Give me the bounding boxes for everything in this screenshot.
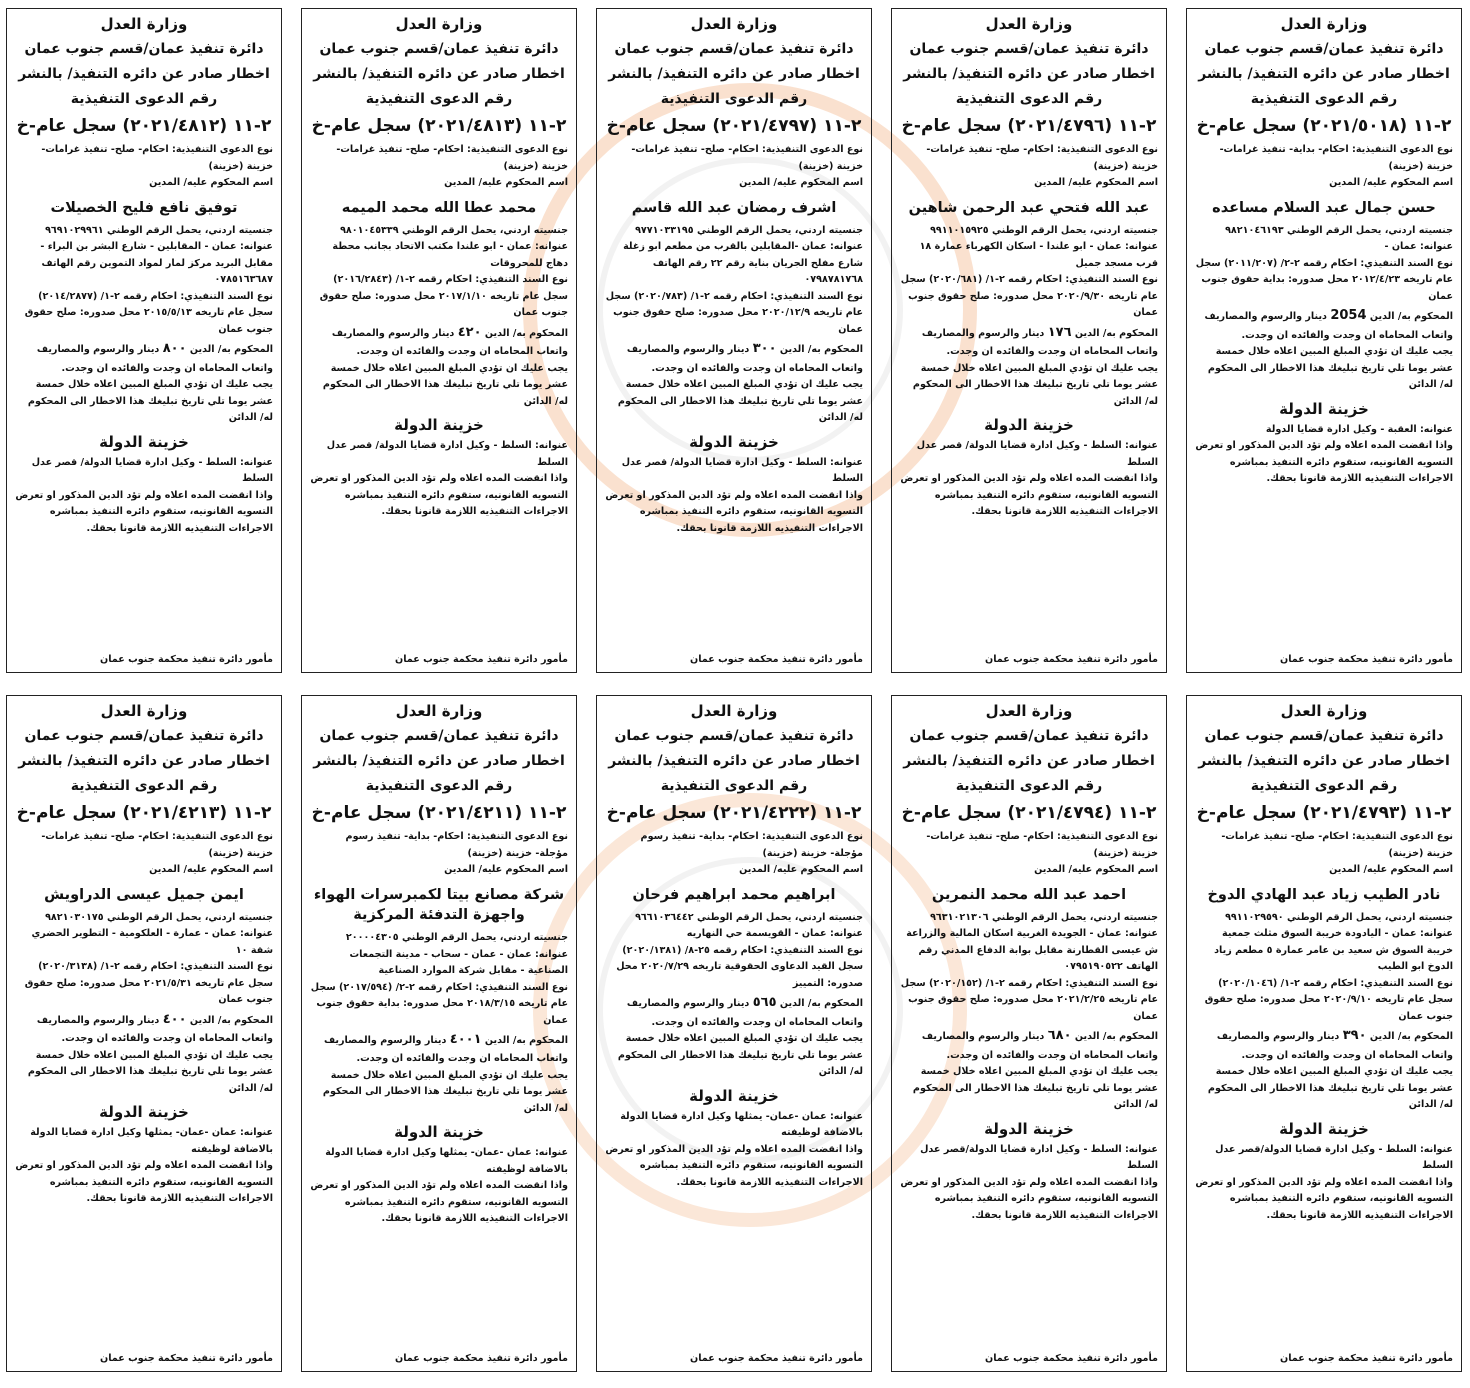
case-label: رقم الدعوى التنفيذية — [70, 91, 218, 107]
case-number: ٢-١١ (٢٠٢١/٤٢١١) سجل عام-خ — [311, 803, 567, 823]
defendant-label: اسم المحكوم عليه/ المدين — [1034, 864, 1158, 875]
nationality-id: جنسيته اردني، يحمل الرقم الوطني ٩٨٢١٠٤٦١٩٣ — [1225, 224, 1453, 236]
executive-deed: نوع السند التنفيذي: احكام رقمه ٢-١/ (٢٠٢٠/١٠٤٦) سجل عام تاريخه ٢٠٢٠/٩/١٠ محل صدوره: صلح حقوق جنوب عمان — [1204, 977, 1453, 1022]
judged-amount — [310, 1029, 568, 1068]
payment-instruction: يجب عليك ان تؤدي المبلغ المبين اعلاه خلال خمسة عشر يوما تلي تاريخ تبليغك هذا الاخطار الى المحكوم له/ الدائن — [1207, 1066, 1453, 1111]
warning-text: واذا انقضت المده اعلاه ولم تؤد الدين المذكور او تعرض التسويه القانونيه، ستقوم دائره التنفيذ بمباشره الاجراءات التنفيذيه اللازمة قانونا بحقك. — [900, 473, 1158, 518]
case-type: نوع الدعوى التنفيذية: احكام- صلح- تنفيذ غرامات- خزينة (خزينة) — [631, 144, 863, 172]
case-label: رقم الدعوى التنفيذية — [660, 91, 808, 107]
payment-instruction: يجب عليك ان تؤدي المبلغ المبين اعلاه خلال خمسة عشر يوما تلي تاريخ تبليغك هذا الاخطار الى المحكوم له/ الدائن — [27, 379, 273, 424]
defendant-name: ابراهيم محمد ابراهيم فرحان — [632, 886, 836, 903]
department-heading: دائرة تنفيذ عمان/قسم جنوب عمان — [1204, 41, 1444, 57]
case-label: رقم الدعوى التنفيذية — [1250, 91, 1398, 107]
officer-signature: مأمور دائرة تنفيذ محكمة جنوب عمان — [100, 1352, 273, 1364]
judged-prefix: المحكوم به/ الدين — [1074, 327, 1158, 339]
debt-amount: ٣٠٠ — [752, 341, 777, 357]
judged-amount — [1195, 305, 1453, 344]
ministry-heading: وزارة العدل — [690, 15, 778, 33]
nationality-id: جنسيته اردني، يحمل الرقم الوطني ٩٧٧١٠٣٣١٩٥ — [635, 224, 863, 236]
case-type: نوع الدعوى التنفيذية: احكام- صلح- تنفيذ غرامات- خزينة (خزينة) — [926, 831, 1158, 859]
court-notice — [1186, 8, 1462, 673]
judged-suffix: دينار والرسوم والمصاريف واتعاب المحاماه ان وجدت والفائده ان وجدت. — [36, 1014, 273, 1045]
address: عنوانه: عمان - المقابلين - شارع البشر بن البراء - مقابل البريد مركز لمار لمواد التموين رقم الهاتف ٠٧٨٥١٦٣٦٨٧ — [40, 241, 273, 286]
notice-title: اخطار صادر عن دائره التنفيذ/ بالنشر — [1198, 66, 1450, 82]
court-notice — [301, 8, 577, 673]
judged-amount — [900, 322, 1158, 361]
notice-title: اخطار صادر عن دائره التنفيذ/ بالنشر — [608, 66, 860, 82]
case-type: نوع الدعوى التنفيذية: احكام- بداية- تنفيذ غرامات- خزينة (خزينة) — [1219, 144, 1453, 172]
court-notice — [891, 8, 1167, 673]
nationality-id: جنسيته اردني، يحمل الرقم الوطني ٩٨٢١٠٣٠١٧٥ — [45, 911, 273, 923]
defendant-name: ايمن جميل عيسى الدراويش — [44, 886, 244, 903]
defendant-name: محمد عطا الله محمد الميمه — [341, 199, 537, 216]
creditor-name: خزينة الدولة — [1279, 1119, 1369, 1138]
defendant-label: اسم المحكوم عليه/ المدين — [149, 864, 273, 875]
officer-signature: مأمور دائرة تنفيذ محكمة جنوب عمان — [100, 653, 273, 665]
debt-amount: 2054 — [1330, 308, 1367, 324]
court-notice — [6, 695, 282, 1372]
debt-amount: ٤٠٠١ — [449, 1032, 482, 1048]
court-notice — [1186, 695, 1462, 1372]
case-label: رقم الدعوى التنفيذية — [955, 778, 1103, 794]
case-type: نوع الدعوى التنفيذية: احكام- بداية- تنفيذ رسوم مؤجلة- خزينة (خزينة) — [345, 831, 568, 859]
case-type: نوع الدعوى التنفيذية: احكام- صلح- تنفيذ غرامات- خزينة (خزينة) — [41, 831, 273, 859]
department-heading: دائرة تنفيذ عمان/قسم جنوب عمان — [909, 728, 1149, 744]
case-number: ٢-١١ (٢٠٢١/٤٧٩٧) سجل عام-خ — [606, 116, 862, 136]
notice-title: اخطار صادر عن دائره التنفيذ/ بالنشر — [18, 66, 270, 82]
warning-text: واذا انقضت المده اعلاه ولم تؤد الدين المذكور او تعرض التسويه القانونيه، ستقوم دائره التنفيذ بمباشره الاجراءات التنفيذيه اللازمة قانونا بحقك. — [310, 473, 568, 518]
creditor-name: خزينة الدولة — [984, 416, 1074, 435]
executive-deed: نوع السند التنفيذي: احكام رقمه ٢-١/ (٢٠٢٠/١٥٢) سجل عام تاريخه ٢٠٢١/٢/٢٥ محل صدوره: صلح حقوق جنوب عمان — [900, 977, 1158, 1022]
defendant-label: اسم المحكوم عليه/ المدين — [1329, 177, 1453, 188]
court-notice — [596, 8, 872, 673]
notice-title: اخطار صادر عن دائره التنفيذ/ بالنشر — [18, 753, 270, 769]
debt-amount: ٨٠٠ — [162, 341, 187, 357]
defendant-label: اسم المحكوم عليه/ المدين — [444, 864, 568, 875]
officer-signature: مأمور دائرة تنفيذ محكمة جنوب عمان — [395, 1352, 568, 1364]
department-heading: دائرة تنفيذ عمان/قسم جنوب عمان — [24, 41, 264, 57]
address: عنوانه: عمان - الجويدة الغربية اسكان المالية والزراعة ش عيسى القطارنة مقابل بوابة الدفاع المدني رقم الهاتف ٠٧٩٥١٩٠٥٢٢ — [906, 928, 1158, 973]
payment-instruction: يجب عليك ان تؤدي المبلغ المبين اعلاه خلال خمسة عشر يوما تلي تاريخ تبليغك هذا الاخطار الى المحكوم له/ الدائن — [617, 379, 863, 424]
judged-amount — [1195, 1025, 1453, 1064]
judged-suffix: دينار والرسوم والمصاريف واتعاب المحاماه ان وجدت والفائده ان وجدت. — [331, 327, 568, 358]
creditor-address: عنوانه: السلط - وكيل ادارة قضايا الدولة/ قصر عدل السلط — [31, 456, 273, 485]
judged-suffix: دينار والرسوم والمصاريف واتعاب المحاماه ان وجدت والفائده ان وجدت. — [626, 344, 863, 374]
notice-title: اخطار صادر عن دائره التنفيذ/ بالنشر — [313, 66, 565, 82]
judged-prefix: المحكوم به/ الدين — [1369, 311, 1453, 323]
judged-suffix: دينار والرسوم والمصاريف واتعاب المحاماه ان وجدت والفائده ان وجدت. — [323, 1035, 568, 1065]
case-number: ٢-١١ (٢٠٢١/٤٨١٢) سجل عام-خ — [16, 116, 272, 136]
creditor-name: خزينة الدولة — [984, 1119, 1074, 1138]
payment-instruction: يجب عليك ان تؤدي المبلغ المبين اعلاه خلال خمسة عشر يوما تلي تاريخ تبليغك هذا الاخطار الى المحكوم له/ الدائن — [1207, 346, 1453, 391]
officer-signature: مأمور دائرة تنفيذ محكمة جنوب عمان — [690, 1352, 863, 1364]
payment-instruction: يجب عليك ان تؤدي المبلغ المبين اعلاه خلال خمسة عشر يوما تلي تاريخ تبليغك هذا الاخطار الى المحكوم له/ الدائن — [322, 362, 568, 407]
nationality-id: جنسيته اردني، يحمل الرقم الوطني ٩٦٩١٠٢٩٩٦١ — [45, 224, 273, 236]
nationality-id: جنسيته اردني، يحمل الرقم الوطني ٢٠٠٠٠٤٣٠٥ — [345, 932, 568, 944]
warning-text: واذا انقضت المده اعلاه ولم تؤد الدين المذكور او تعرض التسويه القانونيه، ستقوم دائره التنفيذ بمباشره الاجراءات التنفيذيه اللازمة قانونا بحقك. — [310, 1180, 568, 1225]
address: عنوانه: عمان - القويسمة حي النهاريه — [686, 928, 863, 940]
case-type: نوع الدعوى التنفيذية: احكام- صلح- تنفيذ غرامات- خزينة (خزينة) — [1221, 831, 1453, 859]
case-number: ٢-١١ (٢٠٢١/٤٧٩٤) سجل عام-خ — [901, 803, 1157, 823]
case-label: رقم الدعوى التنفيذية — [70, 778, 218, 794]
case-label: رقم الدعوى التنفيذية — [660, 778, 808, 794]
case-number: ٢-١١ (٢٠٢١/٤٢٢٢) سجل عام-خ — [606, 803, 862, 823]
payment-instruction: يجب عليك ان تؤدي المبلغ المبين اعلاه خلال خمسة عشر يوما تلي تاريخ تبليغك هذا الاخطار الى المحكوم له/ الدائن — [912, 362, 1158, 407]
case-type: نوع الدعوى التنفيذية: احكام- صلح- تنفيذ غرامات- خزينة (خزينة) — [41, 144, 273, 172]
nationality-id: جنسيته اردني، يحمل الرقم الوطني ٩٦٦١٠٣٦٤٤٢ — [635, 911, 863, 923]
ministry-heading: وزارة العدل — [985, 15, 1073, 33]
judged-amount — [900, 1025, 1158, 1064]
notice-title: اخطار صادر عن دائره التنفيذ/ بالنشر — [313, 753, 565, 769]
defendant-name: نادر الطيب زياد عبد الهادي الدوخ — [1207, 886, 1441, 903]
officer-signature: مأمور دائرة تنفيذ محكمة جنوب عمان — [985, 653, 1158, 665]
defendant-name: حسن جمال عبد السلام مساعده — [1212, 199, 1436, 216]
creditor-name: خزينة الدولة — [1279, 399, 1369, 418]
creditor-address: عنوانه: السلط - وكيل ادارة قضايا الدولة/ قصر عدل السلط — [621, 456, 863, 485]
nationality-id: جنسيته اردني، يحمل الرقم الوطني ٩٨٠١٠٤٥٣٣٩ — [340, 224, 568, 236]
creditor-name: خزينة الدولة — [689, 1086, 779, 1105]
creditor-address: عنوانه: السلط - وكيل ادارة قضايا الدولة/قصر عدل السلط — [920, 1143, 1158, 1172]
judged-amount — [605, 338, 863, 377]
nationality-id: جنسيته اردني، يحمل الرقم الوطني ٩٩١١٠١٥٩٢٥ — [930, 224, 1158, 236]
executive-deed: نوع السند التنفيذي: احكام رقمه ٢٥-٨/ (٢٠٢٠/١٣٨١) سجل القيد الدعاوى الحقوقية تاريخه ٢٠٢٠/٧/٢٩ محل صدوره: التمييز — [616, 944, 863, 989]
defendant-label: اسم المحكوم عليه/ المدين — [1329, 864, 1453, 875]
notice-title: اخطار صادر عن دائره التنفيذ/ بالنشر — [903, 66, 1155, 82]
creditor-address: عنوانه: عمان -عمان- يمثلها وكيل ادارة قضايا الدولة بالاضافة لوظيفته — [620, 1110, 863, 1139]
creditor-address: عنوانه: عمان -عمان- يمثلها وكيل ادارة قضايا الدولة بالاضافة لوظيفته — [325, 1147, 568, 1175]
case-number: ٢-١١ (٢٠٢١/٤٨١٣) سجل عام-خ — [311, 116, 567, 136]
judged-prefix: المحكوم به/ الدين — [189, 1014, 273, 1026]
creditor-address: عنوانه: السلط - وكيل ادارة قضايا الدولة/ قصر عدل السلط — [916, 440, 1158, 468]
judged-prefix: المحكوم به/ الدين — [484, 327, 568, 339]
debt-amount: ٥٦٥ — [752, 995, 777, 1011]
creditor-address: عنوانه: السلط - وكيل ادارة قضايا الدولة/قصر عدل السلط — [1215, 1143, 1453, 1172]
defendant-label: اسم المحكوم عليه/ المدين — [444, 177, 568, 188]
officer-signature: مأمور دائرة تنفيذ محكمة جنوب عمان — [1280, 653, 1453, 665]
judged-amount — [15, 1009, 273, 1048]
judged-prefix: المحكوم به/ الدين — [189, 344, 273, 356]
officer-signature: مأمور دائرة تنفيذ محكمة جنوب عمان — [1280, 1352, 1453, 1364]
creditor-address: عنوانه: العقبة - وكيل ادارة قضايا الدولة — [1265, 423, 1453, 435]
creditor-address: عنوانه: السلط - وكيل ادارة قضايا الدولة/ قصر عدل السلط — [326, 440, 568, 468]
ministry-heading: وزارة العدل — [1280, 15, 1368, 33]
judged-amount — [605, 992, 863, 1031]
payment-instruction: يجب عليك ان تؤدي المبلغ المبين اعلاه خلال خمسة عشر يوما تلي تاريخ تبليغك هذا الاخطار الى المحكوم له/ الدائن — [27, 1049, 273, 1094]
executive-deed: نوع السند التنفيذي: احكام رقمه ٢-٢/ (٢٠١٧/٥٩٤) سجل عام تاريخه ٢٠١٨/٣/١٥ محل صدوره: بداية حقوق جنوب عمان — [310, 981, 568, 1026]
notice-title: اخطار صادر عن دائره التنفيذ/ بالنشر — [903, 753, 1155, 769]
judged-amount — [15, 338, 273, 377]
debt-amount: ٤٢٠ — [457, 324, 482, 340]
executive-deed: نوع السند التنفيذي: احكام رقمه ٢-١/ (٢٠١٦/٢٨٤٣) سجل عام تاريخه ٢٠١٧/١/١٠ محل صدوره: صلح حقوق جنوب عمان — [319, 274, 568, 319]
court-notice — [301, 695, 577, 1372]
case-label: رقم الدعوى التنفيذية — [365, 91, 513, 107]
address: عنوانه: عمان - ابو علندا مكتب الاتحاد بجانب محطة دهاج للمحروقات — [332, 241, 568, 269]
debt-amount: ٤٠٠ — [162, 1011, 187, 1027]
case-type: نوع الدعوى التنفيذية: احكام- صلح- تنفيذ غرامات- خزينة (خزينة) — [926, 144, 1158, 172]
ministry-heading: وزارة العدل — [985, 702, 1073, 720]
judged-amount — [310, 322, 568, 361]
court-notice — [891, 695, 1167, 1372]
department-heading: دائرة تنفيذ عمان/قسم جنوب عمان — [614, 41, 854, 57]
ministry-heading: وزارة العدل — [690, 702, 778, 720]
judged-suffix: دينار والرسوم والمصاريف واتعاب المحاماه ان وجدت والفائده ان وجدت. — [626, 998, 863, 1028]
defendant-name: عبد الله فتحي عبد الرحمن شاهين — [908, 199, 1150, 216]
payment-instruction: يجب عليك ان تؤدي المبلغ المبين اعلاه خلال خمسة عشر يوما تلي تاريخ تبليغك هذا الاخطار الى المحكوم له/ الدائن — [912, 1066, 1158, 1111]
case-label: رقم الدعوى التنفيذية — [955, 91, 1103, 107]
defendant-label: اسم المحكوم عليه/ المدين — [149, 177, 273, 188]
debt-amount: ٦٨٠ — [1047, 1028, 1072, 1044]
judged-prefix: المحكوم به/ الدين — [779, 344, 863, 356]
ministry-heading: وزارة العدل — [395, 702, 483, 720]
court-notice — [596, 695, 872, 1372]
defendant-name: شركة مصانع بيتا لكمبرسرات الهواء واجهزة التدفئة المركزية — [313, 886, 565, 923]
ministry-heading: وزارة العدل — [395, 15, 483, 33]
creditor-address: عنوانه: عمان -عمان- يمثلها وكيل ادارة قضايا الدولة بالاضافة لوظيفته — [30, 1127, 273, 1155]
warning-text: واذا انقضت المده اعلاه ولم تؤد الدين المذكور او تعرض التسويه القانونيه، ستقوم دائره التنفيذ بمباشره الاجراءات التنفيذيه اللازمة قانونا بحقك. — [605, 1143, 863, 1188]
address: عنوانه: عمان - اليادودة خريبة السوق مثلث جمعية خريبة السوق ش سعيد بن عامر عمارة ٥ مطعم زياد الدوخ ابو الطيب — [1214, 928, 1453, 973]
judged-prefix: المحكوم به/ الدين — [1369, 1031, 1453, 1043]
officer-signature: مأمور دائرة تنفيذ محكمة جنوب عمان — [395, 653, 568, 665]
debt-amount: ١٧٦ — [1047, 324, 1072, 340]
creditor-name: خزينة الدولة — [99, 1103, 189, 1122]
defendant-name: توفيق نافع فليح الخصيلات — [50, 199, 238, 216]
department-heading: دائرة تنفيذ عمان/قسم جنوب عمان — [24, 728, 264, 744]
creditor-name: خزينة الدولة — [99, 432, 189, 451]
ministry-heading: وزارة العدل — [100, 15, 188, 33]
ministry-heading: وزارة العدل — [100, 702, 188, 720]
officer-signature: مأمور دائرة تنفيذ محكمة جنوب عمان — [690, 653, 863, 665]
executive-deed: نوع السند التنفيذي: احكام رقمه ٢-١/ (٢٠١٤/٢٨٧٧) سجل عام تاريخه ٢٠١٥/٥/١٣ محل صدوره: صلح حقوق جنوب عمان — [24, 290, 273, 335]
court-notice — [6, 8, 282, 673]
defendant-label: اسم المحكوم عليه/ المدين — [739, 864, 863, 875]
notice-title: اخطار صادر عن دائره التنفيذ/ بالنشر — [608, 753, 860, 769]
address: عنوانه: عمان - عمارة - العلكومية - التطوير الحضري شقة ١٠ — [31, 928, 273, 956]
judged-suffix: دينار والرسوم والمصاريف واتعاب المحاماه ان وجدت والفائده ان وجدت. — [1204, 311, 1453, 341]
warning-text: واذا انقضت المده اعلاه ولم تؤد الدين المذكور او تعرض التسويه القانونيه، ستقوم دائره التنفيذ بمباشره الاجراءات التنفيذيه اللازمة قانونا بحقك. — [1195, 440, 1453, 485]
address: عنوانه: عمان - — [1384, 241, 1453, 253]
nationality-id: جنسيته اردني، يحمل الرقم الوطني ٩٩١١٠٢٩٥٩٠ — [1225, 911, 1453, 923]
case-type: نوع الدعوى التنفيذية: احكام- صلح- تنفيذ غرامات- خزينة (خزينة) — [336, 144, 568, 172]
nationality-id: جنسيته اردني، يحمل الرقم الوطني ٩٦٣١٠٢١٣٠٦ — [930, 911, 1158, 923]
judged-suffix: دينار والرسوم والمصاريف واتعاب المحاماه ان وجدت والفائده ان وجدت. — [36, 344, 273, 374]
department-heading: دائرة تنفيذ عمان/قسم جنوب عمان — [909, 41, 1149, 57]
case-type: نوع الدعوى التنفيذية: احكام- بداية- تنفيذ رسوم مؤجلة- خزينة (خزينة) — [640, 831, 863, 859]
warning-text: واذا انقضت المده اعلاه ولم تؤد الدين المذكور او تعرض التسويه القانونيه، ستقوم دائره التنفيذ بمباشره الاجراءات التنفيذيه اللازمة قانونا بحقك. — [15, 1160, 273, 1205]
debt-amount: ٣٩٠ — [1342, 1028, 1367, 1044]
warning-text: واذا انقضت المده اعلاه ولم تؤد الدين المذكور او تعرض التسويه القانونيه، ستقوم دائره التنفيذ بمباشره الاجراءات التنفيذيه اللازمة قانونا بحقك. — [15, 489, 273, 534]
case-number: ٢-١١ (٢٠٢١/٥٠١٨) سجل عام-خ — [1196, 116, 1452, 136]
executive-deed: نوع السند التنفيذي: احكام رقمه ٢-١/ (٢٠٢٠/٣١٣٨) سجل عام تاريخه ٢٠٢١/٥/٣١ محل صدوره: صلح حقوق جنوب عمان — [24, 961, 273, 1006]
executive-deed: نوع السند التنفيذي: احكام رقمه ٢-١/ (٢٠٢٠/٧٨٣) سجل عام تاريخه ٢٠٢٠/١٢/٩ محل صدوره: صلح حقوق جنوب عمان — [605, 290, 863, 335]
judged-prefix: المحكوم به/ الدين — [1074, 1031, 1158, 1043]
defendant-label: اسم المحكوم عليه/ المدين — [1034, 177, 1158, 188]
address: عنوانه: عمان -المقابلين بالقرب من مطعم ابو زغلة شارع مفلح الجريان بناية رقم ٢٢ رقم الهاتف ٠٧٩٨٧٨١٧٦٨ — [623, 241, 863, 286]
payment-instruction: يجب عليك ان تؤدي المبلغ المبين اعلاه خلال خمسة عشر يوما تلي تاريخ تبليغك هذا الاخطار الى المحكوم له/ الدائن — [617, 1033, 863, 1078]
department-heading: دائرة تنفيذ عمان/قسم جنوب عمان — [319, 41, 559, 57]
department-heading: دائرة تنفيذ عمان/قسم جنوب عمان — [1204, 728, 1444, 744]
defendant-name: اشرف رمضان عبد الله قاسم — [631, 199, 837, 216]
case-label: رقم الدعوى التنفيذية — [1250, 778, 1398, 794]
creditor-name: خزينة الدولة — [394, 1123, 484, 1142]
department-heading: دائرة تنفيذ عمان/قسم جنوب عمان — [614, 728, 854, 744]
warning-text: واذا انقضت المده اعلاه ولم تؤد الدين المذكور او تعرض التسويه القانونيه، ستقوم دائره التنفيذ بمباشره الاجراءات التنفيذيه اللازمة قانونا بحقك. — [900, 1176, 1158, 1221]
defendant-label: اسم المحكوم عليه/ المدين — [739, 177, 863, 188]
address: عنوانه: عمان - عمان - سحاب - مدينة التجمعات الصناعية - مقابل شركة الموارد الصناعية — [349, 948, 568, 977]
creditor-name: خزينة الدولة — [689, 432, 779, 451]
case-label: رقم الدعوى التنفيذية — [365, 778, 513, 794]
creditor-name: خزينة الدولة — [394, 416, 484, 435]
notice-title: اخطار صادر عن دائره التنفيذ/ بالنشر — [1198, 753, 1450, 769]
judged-suffix: دينار والرسوم والمصاريف واتعاب المحاماه ان وجدت والفائده ان وجدت. — [921, 327, 1158, 358]
officer-signature: مأمور دائرة تنفيذ محكمة جنوب عمان — [985, 1352, 1158, 1364]
warning-text: واذا انقضت المده اعلاه ولم تؤد الدين المذكور او تعرض التسويه القانونيه، ستقوم دائره التنفيذ بمباشره الاجراءات التنفيذيه اللازمة قانونا بحقك. — [605, 489, 863, 534]
warning-text: واذا انقضت المده اعلاه ولم تؤد الدين المذكور او تعرض التسويه القانونيه، ستقوم دائره التنفيذ بمباشره الاجراءات التنفيذيه اللازمة قانونا بحقك. — [1195, 1176, 1453, 1221]
ministry-heading: وزارة العدل — [1280, 702, 1368, 720]
case-number: ٢-١١ (٢٠٢١/٤٧٩٦) سجل عام-خ — [901, 116, 1157, 136]
payment-instruction: يجب عليك ان تؤدي المبلغ المبين اعلاه خلال خمسة عشر يوما تلي تاريخ تبليغك هذا الاخطار الى المحكوم له/ الدائن — [322, 1069, 568, 1114]
executive-deed: نوع السند التنفيذي: احكام رقمه ٢-٢/ (٢٠١١/٢٠٧) سجل عام تاريخه ٢٠١٢/٤/٢٣ محل صدوره: بداية حقوق جنوب عمان — [1195, 257, 1453, 302]
department-heading: دائرة تنفيذ عمان/قسم جنوب عمان — [319, 728, 559, 744]
executive-deed: نوع السند التنفيذي: احكام رقمه ٢-١/ (٢٠٢٠/٦٨١) سجل عام تاريخه ٢٠٢٠/٩/٣٠ محل صدوره: صلح حقوق جنوب عمان — [900, 274, 1158, 319]
defendant-name: احمد عبد الله محمد النمرين — [931, 886, 1127, 903]
case-number: ٢-١١ (٢٠٢١/٤٢١٣) سجل عام-خ — [16, 803, 272, 823]
address: عنوانه: عمان - ابو علندا - اسكان الكهرباء عمارة ١٨ قرب مسجد جميل — [919, 241, 1158, 269]
judged-suffix: دينار والرسوم والمصاريف واتعاب المحاماه ان وجدت والفائده ان وجدت. — [1216, 1031, 1453, 1061]
case-number: ٢-١١ (٢٠٢١/٤٧٩٣) سجل عام-خ — [1196, 803, 1452, 823]
judged-prefix: المحكوم به/ الدين — [484, 1035, 568, 1047]
judged-suffix: دينار والرسوم والمصاريف واتعاب المحاماه ان وجدت والفائده ان وجدت. — [921, 1031, 1158, 1061]
judged-prefix: المحكوم به/ الدين — [779, 998, 863, 1010]
